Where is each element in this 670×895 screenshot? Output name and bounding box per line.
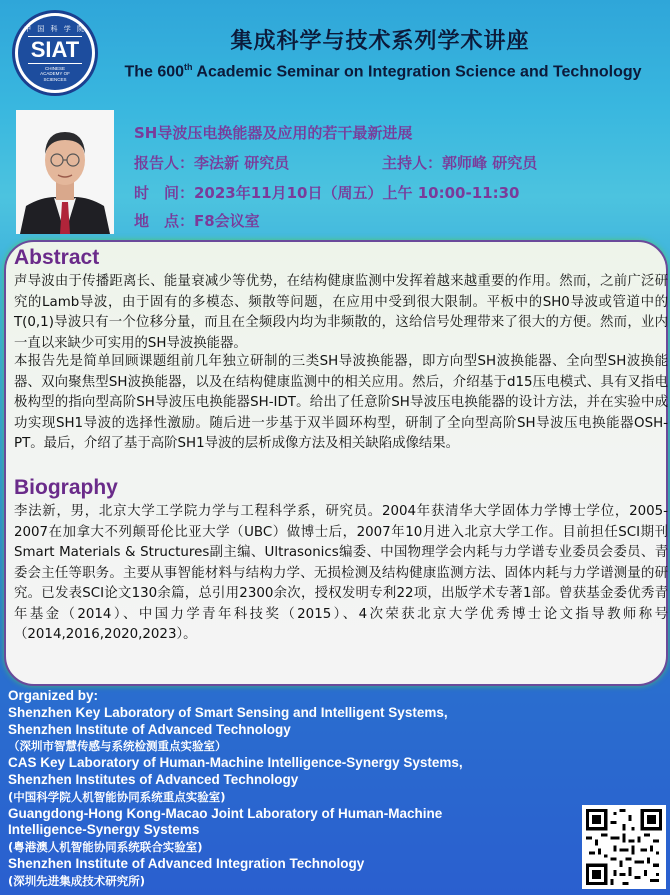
logo-main-text: SIAT: [28, 36, 82, 64]
host-line: 主持人：郭师峰 研究员: [382, 154, 538, 172]
logo-sub-text: CHINESE ACADEMY OF SCIENCES: [40, 65, 70, 82]
organizer-line: Shenzhen Institute of Advanced Technology: [8, 721, 291, 737]
qr-code: [582, 805, 666, 889]
abstract-paragraph-2: 本报告先是简单回顾课题组前几年独立研制的三类SH导波换能器，即方向型SH波换能器、全向型SH波换能器、双向聚焦型SH波换能器，以及在结构健康监测中的相关应用。然后，介绍基于d15压电模式、具有叉指电极构型的指向型高阶SH导波压电换能器SH-IDT。给出了任意阶SH导波压电换能器的设计方法，并在实验中成功实现SH1导波的选择性激励。随后进一步基于双半圆环构型，研制了全向型高阶SH导波压电换能器OSH-PT。最后，介绍了基于高阶SH1导波的层析成像方法及相关缺陷成像结果。: [14, 354, 668, 451]
organizer-line: Shenzhen Key Laboratory of Smart Sensing and Intelligent Systems,: [8, 704, 448, 720]
organizer-line: Shenzhen Institute of Advanced Integration Technology: [8, 855, 365, 871]
organizer-line-cn: (粤港澳人机智能协同系统联合实验室): [8, 840, 203, 855]
biography-heading: Biography: [14, 476, 118, 499]
speaker-photo: [16, 110, 114, 234]
place-line: 地 点：F8会议室: [134, 212, 260, 230]
talk-title: SH导波压电换能器及应用的若干最新进展: [134, 124, 413, 142]
organizers-block: [8, 688, 568, 890]
organizer-line-cn: (中国科学院人机智能协同系统重点实验室): [8, 789, 226, 804]
logo-top-text: 中 国 科 学 院: [24, 24, 86, 33]
organizer-line: Guangdong-Hong Kong-Macao Joint Laboratory of Human-Machine: [8, 805, 443, 821]
organizer-line-cn: (深圳先进集成技术研究所): [8, 873, 146, 888]
content-panel: [4, 240, 668, 686]
biography-paragraph: 李法新，男，北京大学工学院力学与工程科学系，研究员。2004年获清华大学固体力学博士学位，2005-2007在加拿大不列颠哥伦比亚大学（UBC）做博士后，2007年10月进入北京大学工作。目前担任SCI期刊Smart Materials & Structures副主编、Ultrasonics编委、中国物理学会内耗与力学谱专业委员会委员、青委会主任等职务。主要从事智能材料与结构力学、无损检测及结构健康监测方法、固体内耗与力学谱测量的研究。已发表SCI论文130余篇，总引用2300余次，授权发明专利22项，出版学术专著1部。曾获基金委优秀青年基金（2014）、中国力学青年科技奖（2015）、4次荣获北京大学优秀博士论文指导教师称号（2014,2016,2020,2023）。: [14, 504, 668, 642]
organizer-line: Shenzhen Institutes of Advanced Technology: [8, 771, 299, 787]
seminar-series-title: 集成科学与技术系列学术讲座: [230, 29, 530, 54]
siat-logo: [12, 10, 98, 96]
organizer-line: Intelligence-Synergy Systems: [8, 822, 200, 838]
logo-emblem: [18, 16, 92, 90]
abstract-paragraph-1: 声导波由于传播距离长、能量衰减少等优势，在结构健康监测中发挥着越来越重要的作用。然而，之前广泛研究的Lamb导波，由于固有的多模态、频散等问题，在应用中受到很大限制。平板中的SH0导波或管道中的T(0,1)导波只有一个位移分量，而且在全频段内均为非频散的，这给信号处理带来了很大的方便。然而，业内一直以来缺少可实用的SH导波换能器。: [14, 274, 668, 351]
speaker-line: 报告人：李法新 研究员: [134, 154, 290, 172]
organizer-line-cn: （深圳市智慧传感与系统检测重点实验室）: [8, 739, 227, 754]
abstract-heading: Abstract: [14, 246, 100, 269]
organizers-heading: Organized by:: [8, 688, 99, 703]
seminar-title-en: The 600th Academic Seminar on Integration Science and Technology: [124, 62, 642, 81]
time-line: 时 间：2023年11月10日（周五）上午 10:00-11:30: [134, 184, 520, 202]
organizer-line: CAS Key Laboratory of Human-Machine Intelligence-Synergy Systems,: [8, 755, 463, 771]
